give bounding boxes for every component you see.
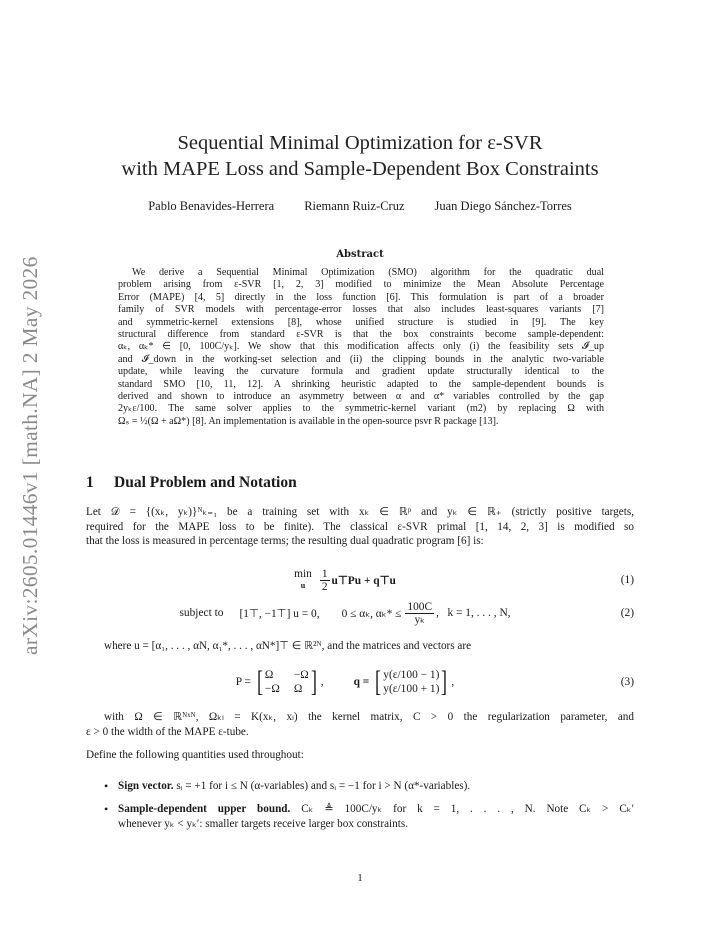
author-list — [90, 199, 630, 214]
bullet-term: Sample-dependent upper bound. — [118, 803, 291, 815]
abstract-line: update, while leaving the curvature formula and gradient update structurally identical to the — [118, 366, 604, 378]
vector-cell: y(ε/100 + 1) — [383, 683, 440, 695]
fraction-numerator: 100C — [407, 600, 433, 613]
matrix-grid — [265, 669, 309, 695]
equation-3-body: P = [ Ω −Ω −Ω Ω ] , q = [ y(ε/100 − 1) y(ε/100 + 1) ] , — [235, 665, 455, 698]
bullet-sign-vector — [104, 779, 634, 794]
paragraph-line: Define the following quantities used throughout: — [86, 749, 304, 761]
arxiv-sidebar-stamp: arXiv:2605.01446v1 [math.NA] 2 May 2026 — [18, 256, 42, 655]
equation-1 — [86, 566, 634, 594]
min-operator: min — [294, 568, 312, 580]
abstract-line: We derive a Sequential Minimal Optimization (SMO) algorithm for the quadratic dual — [132, 267, 604, 278]
abstract-line: and 𝓘_down in the working-set selection and (ii) the clipping bounds in the analytic two-variable — [118, 353, 604, 365]
equality-constraint: [1⊤, −1⊤] u = 0, — [239, 608, 320, 620]
abstract-line: derived and shown to introduce an asymmetry between α and α* variables controlled by the gap — [118, 391, 604, 403]
paragraph-line: that the loss is measured in percentage terms; the resulting dual quadratic program [6] is: — [86, 535, 484, 547]
bullet-text: sᵢ = +1 for i ≤ N (α-variables) and sᵢ = −1 for i > N (α*-variables). — [176, 780, 471, 792]
q-vector — [373, 667, 449, 697]
bullet-term: Sign vector. — [118, 780, 174, 792]
section-number: 1 — [86, 474, 94, 491]
bullet-line — [118, 779, 634, 794]
bullet-dot-icon: • — [104, 802, 109, 816]
abstract-line: family of SVR models with percentage-error losses that also includes least-squares variants [7] — [118, 304, 604, 316]
define-paragraph — [86, 748, 634, 763]
abstract-line: structural difference from standard ε-SVR is that the box constraints become sample-dependent: — [118, 329, 604, 341]
author-2: Riemann Ruiz-Cruz — [304, 199, 405, 213]
with-paragraph — [86, 710, 634, 739]
equation-2 — [86, 598, 634, 628]
left-bracket: [ — [375, 665, 382, 698]
bullet-upper-bound — [104, 802, 634, 831]
right-bracket: ] — [310, 665, 317, 698]
P-label: P = — [235, 676, 251, 688]
matrix-cell: Ω — [264, 669, 274, 681]
paragraph-line: ε > 0 the width of the MAPE ε-tube. — [86, 725, 249, 738]
bullet-text: Cₖ ≜ 100C/yₖ for k = 1, . . . , N. Note Cₖ > Cₖ′ — [301, 803, 635, 815]
matrix-cell: −Ω — [264, 683, 280, 695]
bullet-line — [118, 802, 634, 817]
paper-title — [90, 130, 630, 182]
page-number: 1 — [357, 872, 363, 884]
abstract-line: Ωₛ = ½(Ω + aΩ*) [8]. An implementation is available in the open-source psvr R package [13]. — [118, 415, 499, 427]
fraction-denominator: 2 — [321, 580, 328, 593]
section-title: Dual Problem and Notation — [114, 474, 297, 491]
paragraph-line: required for the MAPE loss to be finite). The classical ε-SVR primal [1, 14, 2, 3] is modified so — [86, 520, 634, 533]
author-3: Juan Diego Sánchez-Torres — [434, 199, 572, 213]
abstract-heading: Abstract — [336, 249, 384, 260]
author-1: Pablo Benavides-Herrera — [148, 199, 275, 213]
matrix-cell: Ω — [293, 683, 303, 695]
equation-tag: (2) — [620, 607, 634, 619]
index-range: , k = 1, . . . , N, — [436, 607, 511, 619]
upper-bound-fraction — [405, 601, 434, 626]
fraction-numerator: 1 — [321, 567, 328, 580]
half-fraction — [320, 568, 330, 593]
paragraph-line: where u = [α₁, . . . , αN, α₁*, . . . , αN*]⊤ ∈ ℝ²ᴺ, and the matrices and vectors are — [104, 640, 472, 652]
P-matrix — [255, 667, 319, 697]
left-bracket: [ — [256, 665, 263, 698]
equation-1-body — [86, 568, 604, 593]
title-line-2: with MAPE Loss and Sample-Dependent Box Constraints — [121, 158, 599, 180]
box-constraint: 0 ≤ αₖ, αₖ* ≤ — [341, 608, 402, 620]
min-subscript: u — [300, 581, 306, 590]
matrix-cell: −Ω — [293, 669, 309, 681]
paragraph-line: with Ω ∈ ℝᴺˣᴺ, Ωₖₗ = K(xₖ, xₗ) the kernel matrix, C > 0 the regularization parameter, and — [104, 711, 634, 723]
abstract-line: problem arising from ε-SVR [1, 2, 3] modified to minimize the Mean Absolute Percentage — [118, 279, 604, 291]
title-line-1: Sequential Minimal Optimization for ε-SVR — [177, 132, 543, 154]
intro-paragraph — [86, 505, 634, 549]
equation-tag: (1) — [620, 574, 634, 586]
objective-expression: u⊤Pu + q⊤u — [331, 575, 396, 587]
abstract-line: and symmetric-kernel extensions [8], whose unified structure is studied in [9]. The key — [118, 316, 604, 328]
subject-to-label: subject to — [179, 607, 224, 619]
abstract-body — [118, 267, 604, 428]
bullet-line: whenever yₖ < yₖ′: smaller targets receive larger box constraints. — [118, 817, 409, 830]
equation-2-body — [86, 601, 604, 626]
section-heading — [86, 474, 297, 492]
right-bracket: ] — [441, 665, 448, 698]
abstract-line: standard SMO [10, 11, 12]. A shrinking heuristic adapted to the sample-dependent bounds is — [118, 378, 604, 390]
fraction-denominator: yₖ — [414, 613, 425, 626]
abstract-line: 2yₖε/100. The same solver applies to the symmetric-kernel variant (m2) by replacing Ω with — [118, 403, 604, 415]
abstract-line: αₖ, αₖ* ∈ [0, 100C/yₖ]. We show that this modification affects only (i) the feasibility sets 𝓘_up — [118, 341, 604, 353]
equation-3 — [86, 662, 634, 702]
paragraph-line: Let 𝒟 = {(xₖ, yₖ)}ᴺₖ₌₁ be a training set with xₖ ∈ ℝᵖ and yₖ ∈ ℝ₊ (strictly positive targets, — [86, 506, 634, 518]
where-paragraph — [104, 639, 634, 654]
bullet-dot-icon: • — [104, 779, 109, 793]
abstract-line: Error (MAPE) [4, 5] directly in the loss function [6]. This formulation is part of a broader — [118, 291, 604, 303]
equation-tag: (3) — [620, 676, 634, 688]
vector-grid — [383, 669, 439, 695]
q-label: q = — [353, 676, 370, 688]
vector-cell: y(ε/100 − 1) — [383, 669, 440, 681]
